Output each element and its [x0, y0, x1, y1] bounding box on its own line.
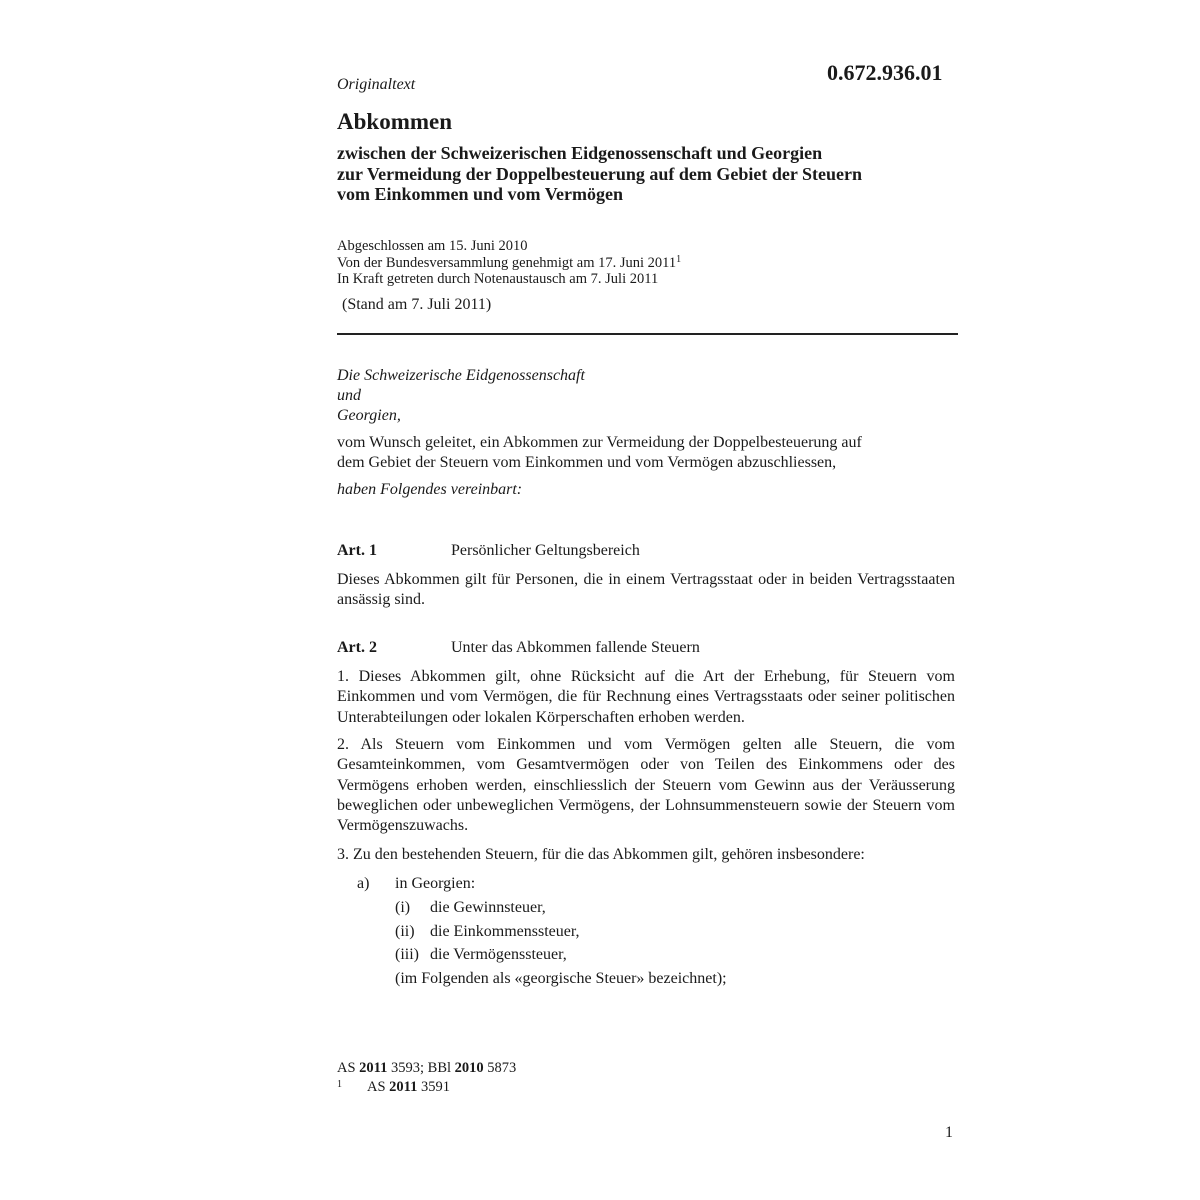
item-a-text: in Georgien: — [395, 875, 476, 892]
preamble-wish: vom Wunsch geleitet, ein Abkommen zur Vermeidung der Doppelbesteuerung auf dem Gebiet der Steuern vom Einkommen und vom Vermögen abzuschliessen, — [337, 434, 862, 472]
article-2-paragraph-3: 3. Zu den bestehenden Steuern, für die das Abkommen gilt, gehören insbesondere: — [337, 846, 865, 863]
in-force-date: In Kraft getreten durch Notenaustausch am 7. Juli 2011 — [337, 271, 659, 287]
article-2-paragraph-2: 2. Als Steuern vom Einkommen und vom Vermögen gelten alle Steuern, die vom Gesamteinkommen, vom Gesamtvermögen oder von Teilen des Einkommens oder des Vermögens erhoben werden, einschliesslich der Steuern vom Gewinn aus der Veräusserung beweglichen oder unbeweglichen Vermögens, der Lohnsummensteuern sowie der Steuern vom Vermögenszuwachs. — [337, 736, 955, 835]
footnote-1: $^1$ AS 2011 3591 — [337, 1079, 450, 1095]
status-date: (Stand am 7. Juli 2011) — [342, 296, 492, 313]
footnote-ref[interactable]: 1 — [676, 253, 682, 265]
item-a-label: a) — [357, 875, 370, 892]
subtitle-line: zwischen der Schweizerischen Eidgenossenschaft und Georgien — [337, 143, 823, 163]
subtitle-line: vom Einkommen und vom Vermögen — [337, 184, 624, 204]
article-1-title: Persönlicher Geltungsbereich — [451, 542, 640, 559]
party-switzerland: Die Schweizerische Eidgenossenschaft — [337, 367, 585, 384]
article-1-number: Art. 1 — [337, 542, 377, 559]
footnotes — [337, 1059, 516, 1097]
article-2-number: Art. 2 — [337, 639, 377, 656]
sr-number: 0.672.936.01 — [827, 60, 943, 85]
subitem-list — [395, 896, 727, 990]
list-item: (iii) die Vermögenssteuer, — [395, 946, 567, 963]
party-conjunction: und — [337, 387, 361, 404]
date-block — [337, 238, 681, 288]
original-text-label: Originaltext — [337, 76, 416, 93]
header-divider — [337, 333, 958, 335]
list-item: (i) die Gewinnsteuer, — [395, 899, 546, 916]
article-1-text: Dieses Abkommen gilt für Personen, die in einem Vertragsstaat oder in beiden Vertragsstaaten ansässig sind. — [337, 571, 955, 609]
approved-date: Von der Bundesversammlung genehmigt am 17. Juni 2011$^1$ — [337, 253, 682, 271]
concluded-date: Abgeschlossen am 15. Juni 2010 — [337, 238, 528, 254]
article-2-title: Unter das Abkommen fallende Steuern — [451, 639, 700, 656]
document-subtitle — [337, 143, 862, 205]
subtitle-line: zur Vermeidung der Doppelbesteuerung auf dem Gebiet der Steuern — [337, 163, 862, 184]
preamble-agreed: haben Folgendes vereinbart: — [337, 481, 523, 498]
party-georgia: Georgien, — [337, 407, 401, 424]
preamble-parties — [337, 366, 585, 426]
page-number: 1 — [945, 1124, 953, 1141]
document-title: Abkommen — [337, 109, 453, 134]
footnote-source: AS 2011 3593; BBl 2010 5873 — [337, 1060, 517, 1076]
article-2-paragraph-1: 1. Dieses Abkommen gilt, ohne Rücksicht auf die Art der Erhebung, für Steuern vom Einkommen und vom Vermögen, die für Rechnung eines Vertragsstaats oder seiner politischen Unterabteilungen oder lokalen Körperschaften erhoben werden. — [337, 668, 955, 726]
designation-note: (im Folgenden als «georgische Steuer» bezeichnet); — [395, 969, 727, 987]
list-item: (ii) die Einkommenssteuer, — [395, 922, 580, 940]
